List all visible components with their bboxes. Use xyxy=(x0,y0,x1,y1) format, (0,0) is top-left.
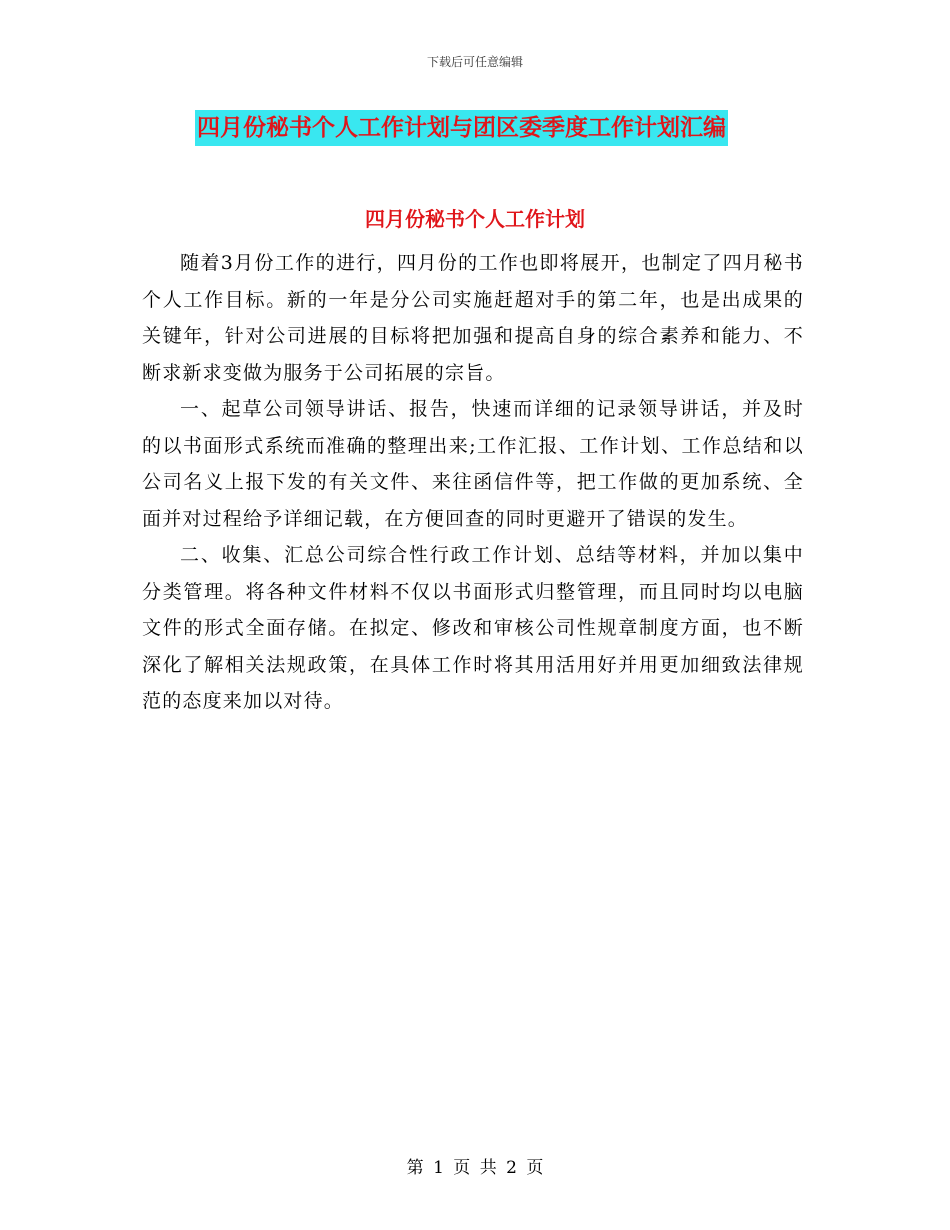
document-main-title: 四月份秘书个人工作计划与团区委季度工作计划汇编 xyxy=(195,110,728,146)
paragraph-item-2: 二、收集、汇总公司综合性行政工作计划、总结等材料，并加以集中分类管理。将各种文件材料不仅以书面形式归整管理，而且同时均以电脑文件的形式全面存储。在拟定、修改和审核公司性规章制度方面，也不断深化了解相关法规政策，在具体工作时将其用活用好并用更加细致法律规范的态度来加以对待。 xyxy=(142,544,804,712)
header-note: 下载后可任意编辑 xyxy=(426,55,523,69)
document-body xyxy=(142,245,804,720)
paragraph-intro: 随着3月份工作的进行，四月份的工作也即将展开，也制定了四月秘书个人工作目标。新的一年是分公司实施赶超对手的第二年，也是出成果的关键年，针对公司进展的目标将把加强和提高自身的综合素养和能力、不断求新求变做为服务于公司拓展的宗旨。 xyxy=(142,252,804,384)
paragraph-item-1: 一、起草公司领导讲话、报告，快速而详细的记录领导讲话，并及时的以书面形式系统而准确的整理出来;工作汇报、工作计划、工作总结和以公司名义上报下发的有关文件、来往函信件等，把工作做的更加系统、全面并对过程给予详细记载，在方便回查的同时更避开了错误的发生。 xyxy=(142,398,804,530)
page-number-footer: 第 1 页 共 2 页 xyxy=(406,1158,544,1178)
section-title: 四月份秘书个人工作计划 xyxy=(365,207,585,231)
